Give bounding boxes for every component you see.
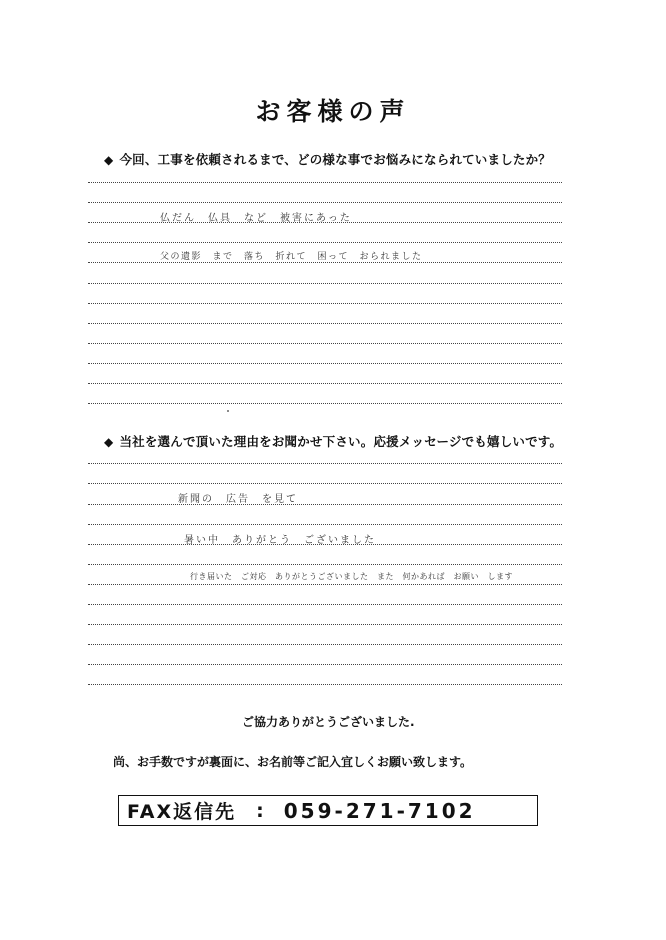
answer-line	[88, 303, 562, 304]
answer-line	[88, 504, 562, 505]
handwritten-answer: 新聞の 広告 を見て	[178, 494, 298, 505]
fax-number: 059-271-7102	[283, 798, 476, 823]
question-1-text: 今回、工事を依頼されるまで、どの様な事でお悩みになられていましたか？	[119, 152, 551, 167]
answer-line	[88, 242, 562, 243]
stray-mark	[227, 410, 229, 412]
return-note: 尚、お手数ですが裏面に、お名前等ご記入宜しくお願い致します。	[113, 755, 473, 769]
question-1	[104, 150, 551, 168]
answer-line	[88, 483, 562, 484]
answer-line	[88, 664, 562, 665]
answer-line	[88, 524, 562, 525]
answer-line	[88, 644, 562, 645]
handwritten-answer: 行き届いた ご対応 ありがとうございました また 何かあれば お願い します	[190, 572, 513, 581]
answer-line	[88, 383, 562, 384]
answer-line	[88, 262, 562, 263]
page-title: お客様の声	[255, 97, 411, 126]
diamond-bullet-icon: ◆	[104, 153, 114, 167]
answer-line	[88, 363, 562, 364]
handwritten-answer: 仏だん 仏具 など 被害にあった	[160, 213, 352, 224]
answer-line	[88, 403, 562, 404]
handwritten-answer: 暑い中 ありがとう ございました	[184, 535, 376, 546]
handwritten-answer: 父の遺影 まで 落ち 折れて 困って おられました	[160, 252, 423, 262]
fax-box	[118, 795, 538, 826]
fax-label: FAX返信先	[127, 801, 237, 823]
diamond-bullet-icon: ◆	[104, 435, 114, 449]
question-2-text: 当社を選んで頂いた理由をお聞かせ下さい。応援メッセージでも嬉しいです。	[119, 434, 563, 449]
answer-line	[88, 202, 562, 203]
answer-line	[88, 463, 562, 464]
answer-line	[88, 343, 562, 344]
fax-separator: :	[256, 799, 264, 822]
answer-line	[88, 624, 562, 625]
answer-line	[88, 604, 562, 605]
thanks-message: ご協力ありがとうございました.	[242, 715, 415, 729]
answer-line	[88, 584, 562, 585]
answer-line	[88, 564, 562, 565]
answer-line	[88, 323, 562, 324]
answer-line	[88, 283, 562, 284]
answer-line	[88, 182, 562, 183]
question-2	[104, 432, 562, 450]
answer-line	[88, 684, 562, 685]
